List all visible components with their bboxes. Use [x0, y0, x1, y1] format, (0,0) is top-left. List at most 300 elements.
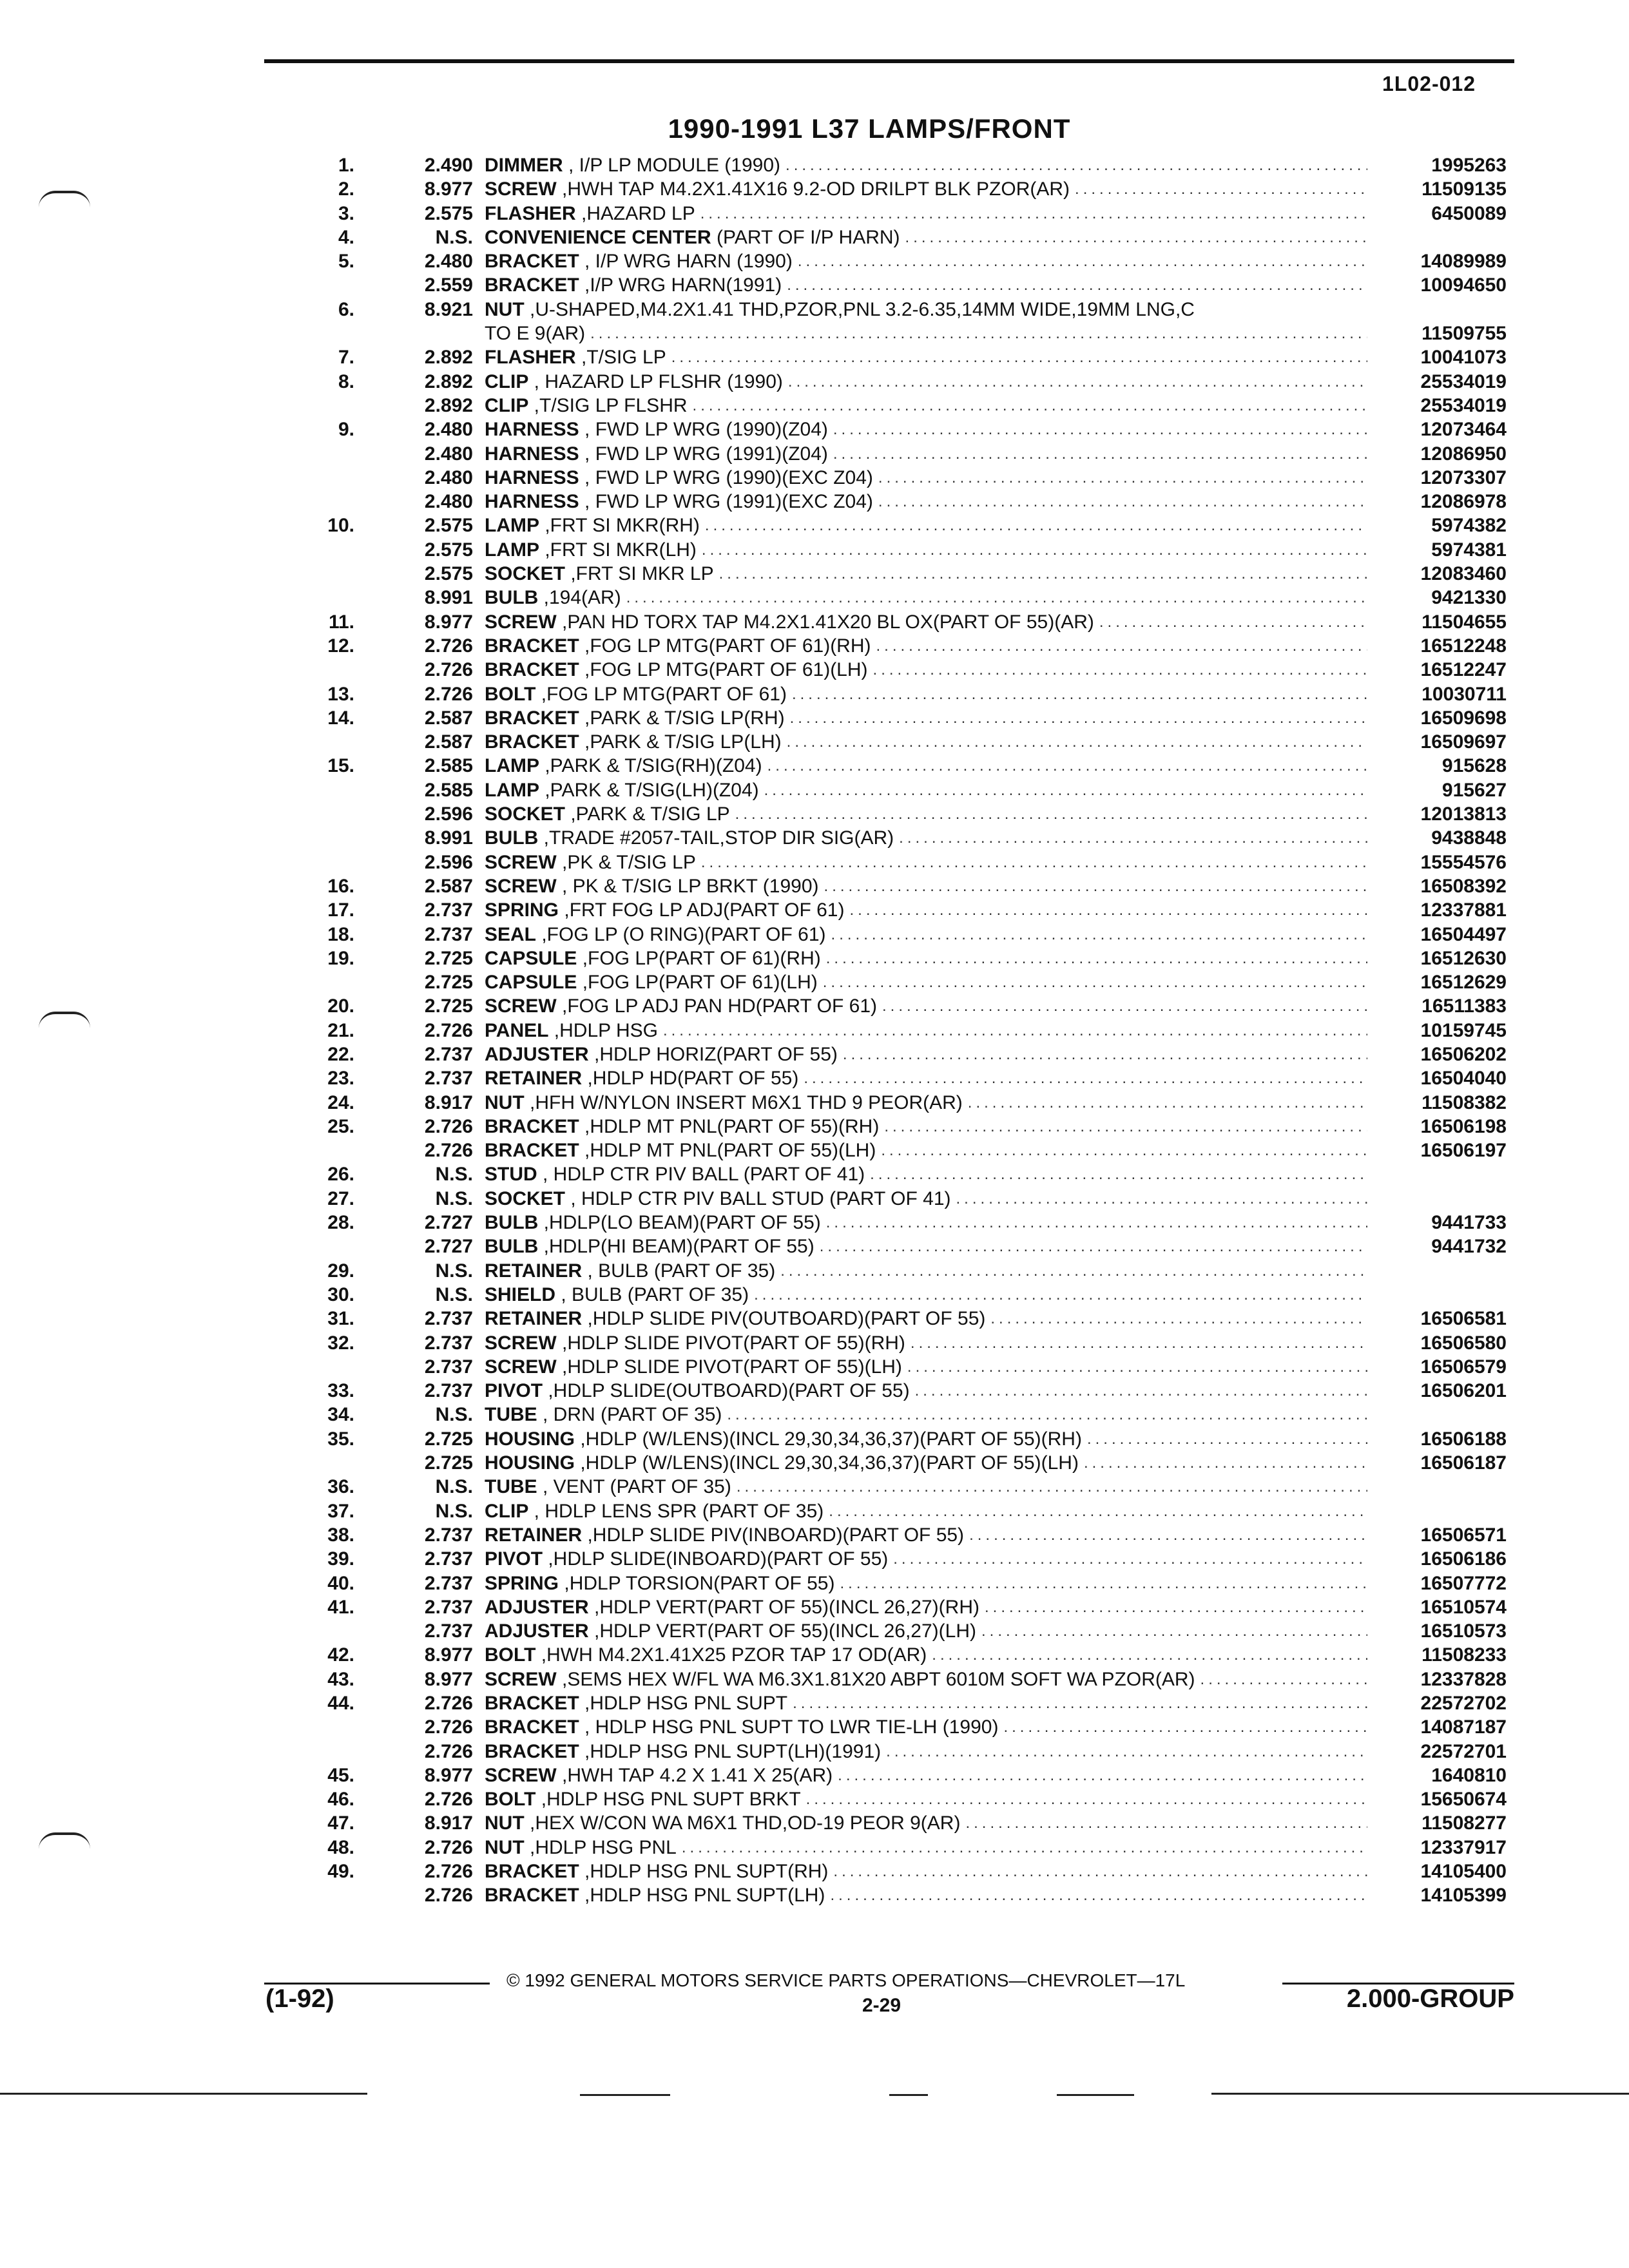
part-name: PIVOT	[485, 1380, 543, 1402]
group-number: N.S.	[435, 1187, 473, 1209]
description-line	[485, 1619, 1367, 1643]
scan-line	[889, 2094, 928, 2096]
parts-row	[0, 249, 1629, 273]
part-number: 1995263	[1431, 155, 1507, 176]
part-description	[485, 1836, 1367, 1860]
part-description	[485, 730, 1367, 754]
part-number: 5974382	[1431, 515, 1507, 537]
part-description	[485, 1019, 1367, 1043]
part-name: BRACKET	[485, 1885, 579, 1907]
group-number: 2.726	[424, 1019, 473, 1041]
parts-row	[0, 1331, 1629, 1355]
parts-row	[0, 442, 1629, 466]
parts-row	[0, 418, 1629, 441]
dot-leader	[700, 514, 1367, 537]
dot-leader	[985, 1307, 1367, 1331]
description-line	[485, 1547, 1367, 1571]
parts-row	[0, 802, 1629, 826]
parts-row	[0, 947, 1629, 970]
parts-row	[0, 466, 1629, 490]
dot-leader	[844, 898, 1367, 922]
item-ref-number: 48.	[327, 1836, 354, 1858]
part-description	[485, 850, 1367, 874]
part-number: 9421330	[1431, 587, 1507, 609]
part-name: BRACKET	[485, 1716, 579, 1738]
group-number: 2.727	[424, 1212, 473, 1234]
dot-leader	[876, 1139, 1367, 1162]
part-detail: ,HDLP SLIDE PIV(OUTBOARD)(PART OF 55)	[582, 1308, 986, 1330]
dot-leader	[621, 586, 1367, 610]
group-number: 2.725	[424, 972, 473, 994]
description-line	[485, 1860, 1367, 1883]
group-number: 2.585	[424, 779, 473, 801]
part-description	[485, 1259, 1367, 1283]
part-number: 12086978	[1420, 491, 1507, 513]
part-number: 16506188	[1420, 1428, 1507, 1450]
part-description	[485, 1643, 1367, 1667]
item-ref-number: 27.	[327, 1187, 354, 1209]
scan-line	[1211, 2093, 1629, 2095]
part-description	[485, 273, 1367, 297]
parts-row	[0, 153, 1629, 177]
part-detail-continued: TO E 9(AR)	[485, 322, 586, 344]
group-number: 2.575	[424, 539, 473, 561]
part-detail: , HDLP HSG PNL SUPT TO LWR TIE-LH (1990)	[579, 1716, 999, 1738]
description-line	[485, 1787, 1367, 1811]
part-description	[485, 466, 1367, 490]
description-line	[485, 418, 1367, 441]
page-code: 1L02-012	[1382, 72, 1476, 95]
item-ref-number: 33.	[327, 1380, 354, 1402]
parts-row	[0, 202, 1629, 226]
description-line	[485, 1283, 1367, 1307]
parts-row	[0, 994, 1629, 1018]
item-ref-number: 6.	[338, 298, 354, 320]
part-detail: , FWD LP WRG (1990)(Z04)	[579, 419, 828, 441]
parts-row	[0, 1740, 1629, 1763]
description-line	[485, 1691, 1367, 1715]
part-number: 10030711	[1422, 683, 1507, 705]
part-number: 25534019	[1420, 370, 1507, 392]
parts-row	[0, 1499, 1629, 1523]
part-detail: ,HDLP TORSION(PART OF 55)	[559, 1572, 835, 1594]
part-name: RETAINER	[485, 1260, 583, 1282]
part-description	[485, 1595, 1367, 1619]
part-number: 16512630	[1420, 947, 1507, 969]
binder-mark	[39, 191, 90, 207]
dot-leader	[749, 1283, 1367, 1307]
parts-row	[0, 1451, 1629, 1475]
dot-leader	[782, 730, 1367, 754]
group-number: 2.480	[424, 466, 473, 488]
dot-leader	[834, 1571, 1367, 1595]
part-description	[485, 1740, 1367, 1763]
part-description	[485, 682, 1367, 706]
parts-row	[0, 1523, 1629, 1547]
dot-leader	[731, 1475, 1367, 1499]
part-detail: ,HWH TAP M4.2X1.41X16 9.2-OD DRILPT BLK PZOR(AR)	[556, 178, 1070, 200]
part-name: HARNESS	[485, 443, 579, 465]
part-description	[485, 1427, 1367, 1451]
part-description	[485, 634, 1367, 658]
parts-row	[0, 682, 1629, 706]
description-line	[485, 1427, 1367, 1451]
group-number: 2.726	[424, 659, 473, 681]
date-code: (1-92)	[265, 1984, 334, 2013]
part-name: LAMP	[485, 539, 539, 561]
item-ref-number: 45.	[327, 1764, 354, 1786]
part-detail: , FWD LP WRG (1991)(Z04)	[579, 443, 828, 465]
part-number: 16506581	[1420, 1308, 1507, 1330]
part-number: 16506201	[1420, 1380, 1507, 1402]
part-name: RETAINER	[485, 1068, 583, 1090]
part-name: BULB	[485, 827, 539, 849]
part-detail: ,HDLP HD(PART OF 55)	[582, 1068, 799, 1090]
description-line	[485, 370, 1367, 394]
part-detail: ,HWH TAP 4.2 X 1.41 X 25(AR)	[556, 1764, 833, 1786]
group-number: 8.917	[424, 1812, 473, 1834]
dot-leader	[782, 273, 1367, 297]
part-detail: ,FRT SI MKR LP	[565, 563, 714, 585]
dot-leader	[1082, 1427, 1367, 1451]
description-line	[485, 466, 1367, 490]
part-detail: , BULB (PART OF 35)	[555, 1283, 749, 1305]
part-description	[485, 1451, 1367, 1475]
part-name: BRACKET	[485, 1740, 579, 1762]
part-description	[485, 1523, 1367, 1547]
part-detail: ,HAZARD LP	[575, 202, 695, 224]
dot-leader	[963, 1091, 1367, 1115]
parts-row	[0, 1763, 1629, 1787]
parts-row	[0, 754, 1629, 778]
parts-row	[0, 1475, 1629, 1499]
item-ref-number: 26.	[327, 1164, 354, 1186]
description-line	[485, 802, 1367, 826]
parts-row	[0, 1187, 1629, 1211]
part-description	[485, 1571, 1367, 1595]
item-ref-number: 13.	[327, 683, 354, 705]
dot-leader	[1195, 1667, 1367, 1691]
part-detail: ,FRT SI MKR(RH)	[539, 515, 700, 537]
description-line	[485, 898, 1367, 922]
parts-row	[0, 874, 1629, 898]
dot-leader	[722, 1403, 1367, 1427]
page-number: 2-29	[862, 1995, 901, 2016]
group-number: 2.725	[424, 1428, 473, 1450]
item-ref-number: 43.	[327, 1668, 354, 1690]
dot-leader	[783, 370, 1367, 394]
item-ref-number: 12.	[327, 635, 354, 657]
parts-row	[0, 1139, 1629, 1162]
group-number: 2.892	[424, 347, 473, 369]
part-description	[485, 345, 1367, 369]
group-number: 2.480	[424, 443, 473, 465]
description-line	[485, 1763, 1367, 1787]
description-line-continued	[485, 322, 1367, 345]
part-description	[485, 802, 1367, 826]
part-number: 16512629	[1420, 972, 1507, 994]
part-number: 22572701	[1420, 1740, 1507, 1762]
part-detail: , VENT (PART OF 35)	[537, 1476, 731, 1498]
description-line	[485, 1187, 1367, 1211]
part-detail: ,PARK & T/SIG(RH)(Z04)	[539, 755, 762, 777]
part-detail: ,HDLP HSG PNL SUPT BRKT	[535, 1789, 801, 1811]
dot-leader	[927, 1643, 1367, 1667]
dot-leader	[881, 1740, 1367, 1763]
item-ref-number: 28.	[327, 1212, 354, 1234]
part-name: TUBE	[485, 1404, 537, 1426]
item-ref-number: 4.	[338, 226, 354, 248]
dot-leader	[780, 153, 1367, 177]
part-detail: ,HEX W/CON WA M6X1 THD,OD-19 PEOR 9(AR)	[524, 1812, 961, 1834]
dot-leader	[873, 490, 1367, 514]
group-number: 2.737	[424, 1068, 473, 1090]
group-number: N.S.	[435, 1476, 473, 1498]
item-ref-number: 32.	[327, 1332, 354, 1354]
part-number: 16507772	[1420, 1572, 1507, 1594]
part-name: SCREW	[485, 1332, 557, 1354]
description-line	[485, 610, 1367, 634]
part-detail: ,FRT SI MKR(LH)	[539, 539, 697, 561]
dot-leader	[865, 1162, 1367, 1186]
item-ref-number: 31.	[327, 1308, 354, 1330]
part-description	[485, 1691, 1367, 1715]
description-line	[485, 153, 1367, 177]
part-name: DIMMER	[485, 155, 563, 176]
dot-leader	[873, 466, 1367, 490]
part-detail: ,HDLP HSG	[548, 1019, 658, 1041]
part-number: 9441732	[1431, 1236, 1507, 1258]
description-line	[485, 658, 1367, 682]
parts-row	[0, 1691, 1629, 1715]
part-description	[485, 970, 1367, 994]
part-name: LAMP	[485, 755, 539, 777]
description-line	[485, 1643, 1367, 1667]
description-line	[485, 394, 1367, 418]
description-line	[485, 1740, 1367, 1763]
part-name: SOCKET	[485, 803, 566, 825]
part-description	[485, 1619, 1367, 1643]
part-name: SHIELD	[485, 1283, 556, 1305]
description-line	[485, 538, 1367, 562]
description-line	[485, 1139, 1367, 1162]
description-line	[485, 345, 1367, 369]
description-line	[485, 1019, 1367, 1043]
description-line	[485, 994, 1367, 1018]
dot-leader	[730, 802, 1367, 826]
dot-leader	[819, 874, 1367, 898]
part-number: 16512247	[1420, 659, 1507, 681]
group-number: 8.977	[424, 611, 473, 633]
parts-row	[0, 826, 1629, 850]
description-line	[485, 1211, 1367, 1235]
item-ref-number: 41.	[327, 1596, 354, 1618]
part-description	[485, 586, 1367, 610]
part-detail: ,FOG LP (O RING)(PART OF 61)	[536, 923, 826, 945]
description-line	[485, 249, 1367, 273]
scan-line	[0, 2093, 367, 2095]
part-name: ADJUSTER	[485, 1043, 589, 1065]
group-number: 2.480	[424, 491, 473, 513]
description-line	[485, 1307, 1367, 1331]
description-line	[485, 1715, 1367, 1739]
part-number: 16509697	[1420, 731, 1507, 753]
part-description	[485, 1331, 1367, 1355]
dot-leader	[677, 1836, 1367, 1860]
part-name: SEAL	[485, 923, 537, 945]
parts-row	[0, 1211, 1629, 1235]
description-line	[485, 682, 1367, 706]
dot-leader	[828, 442, 1367, 466]
dot-leader	[833, 1763, 1367, 1787]
part-name: BOLT	[485, 1789, 536, 1811]
parts-list	[0, 153, 1629, 1908]
group-number: 2.726	[424, 1789, 473, 1811]
description-line	[485, 1451, 1367, 1475]
part-description	[485, 1667, 1367, 1691]
part-detail: ,FOG LP MTG(PART OF 61)(RH)	[579, 635, 871, 657]
part-name: SCREW	[485, 1764, 557, 1786]
part-description	[485, 1066, 1367, 1090]
part-detail: ,PARK & T/SIG LP(LH)	[579, 731, 782, 753]
part-name: BRACKET	[485, 1693, 579, 1714]
part-name: SPRING	[485, 1572, 559, 1594]
part-detail: ,T/SIG LP	[575, 347, 666, 369]
group-number: 2.737	[424, 1308, 473, 1330]
description-line	[485, 730, 1367, 754]
part-detail: ,HDLP HSG PNL SUPT	[579, 1693, 788, 1714]
item-ref-number: 2.	[338, 178, 354, 200]
group-number: 8.977	[424, 178, 473, 200]
dot-leader	[821, 1211, 1367, 1235]
dot-leader	[697, 538, 1367, 562]
part-number: 15554576	[1420, 851, 1507, 873]
description-line	[485, 1836, 1367, 1860]
dot-leader	[828, 1860, 1367, 1883]
parts-row	[0, 1619, 1629, 1643]
item-ref-number: 44.	[327, 1693, 354, 1714]
part-detail: , HDLP LENS SPR (PART OF 35)	[528, 1500, 824, 1522]
part-number: 16504040	[1420, 1068, 1507, 1090]
part-description	[485, 778, 1367, 802]
group-number: 2.596	[424, 803, 473, 825]
description-line	[485, 826, 1367, 850]
item-ref-number: 3.	[338, 202, 354, 224]
description-line	[485, 202, 1367, 226]
description-line	[485, 1091, 1367, 1115]
part-number: 6450089	[1431, 202, 1507, 224]
part-detail: ,PAN HD TORX TAP M4.2X1.41X20 BL OX(PART OF 55)(AR)	[556, 611, 1094, 633]
part-number: 1640810	[1431, 1764, 1507, 1786]
group-number: 2.575	[424, 515, 473, 537]
part-name: BRACKET	[485, 659, 579, 681]
group-number: 2.726	[424, 1885, 473, 1907]
part-name: LAMP	[485, 779, 539, 801]
description-line	[485, 1331, 1367, 1355]
part-description	[485, 1162, 1367, 1186]
parts-row	[0, 1355, 1629, 1379]
dot-leader	[825, 1883, 1367, 1907]
item-ref-number: 1.	[338, 155, 354, 176]
part-name: LAMP	[485, 515, 539, 537]
part-number: 12337881	[1420, 899, 1507, 921]
part-detail: ,U-SHAPED,M4.2X1.41 THD,PZOR,PNL 3.2-6.35,14MM WIDE,19MM LNG,C	[524, 298, 1195, 320]
parts-row	[0, 226, 1629, 249]
part-name: HARNESS	[485, 419, 579, 441]
part-name: NUT	[485, 1836, 525, 1858]
parts-row	[0, 706, 1629, 730]
group-number: 2.585	[424, 755, 473, 777]
item-ref-number: 23.	[327, 1068, 354, 1090]
part-number: 10159745	[1420, 1019, 1507, 1041]
group-number: 2.726	[424, 1115, 473, 1137]
part-description	[485, 1355, 1367, 1379]
header-rule	[264, 59, 1514, 63]
part-detail: ,PK & T/SIG LP	[556, 851, 696, 873]
dot-leader	[688, 394, 1367, 418]
group-number: 2.559	[424, 274, 473, 296]
page-title: 1990-1991 L37 LAMPS/FRONT	[668, 113, 1071, 144]
group-number: N.S.	[435, 226, 473, 248]
parts-row	[0, 658, 1629, 682]
part-description	[485, 1475, 1367, 1499]
part-number: 16504497	[1420, 923, 1507, 945]
parts-row	[0, 1427, 1629, 1451]
part-detail: ,TRADE #2057-TAIL,STOP DIR SIG(AR)	[538, 827, 894, 849]
parts-row	[0, 850, 1629, 874]
page-title-wrapper	[0, 113, 1629, 144]
dot-leader	[815, 1235, 1367, 1258]
part-number: 16510573	[1420, 1620, 1507, 1642]
part-description	[485, 1763, 1367, 1787]
description-line	[485, 1259, 1367, 1283]
part-description	[485, 754, 1367, 778]
part-name: ADJUSTER	[485, 1596, 589, 1618]
part-detail: ,HDLP HORIZ(PART OF 55)	[588, 1043, 838, 1065]
dot-leader	[828, 418, 1367, 441]
part-number: 14087187	[1420, 1716, 1507, 1738]
dot-leader	[1094, 610, 1367, 634]
dot-leader	[894, 826, 1367, 850]
parts-row	[0, 1595, 1629, 1619]
part-description	[485, 1139, 1367, 1162]
parts-row	[0, 1883, 1629, 1907]
part-number: 11509135	[1422, 178, 1507, 200]
description-line	[485, 442, 1367, 466]
part-name: PANEL	[485, 1019, 549, 1041]
group-number: 2.726	[424, 1693, 473, 1714]
item-ref-number: 16.	[327, 875, 354, 897]
description-line	[485, 1475, 1367, 1499]
dot-leader	[793, 249, 1367, 273]
part-detail: ,FOG LP(PART OF 61)(LH)	[577, 972, 818, 994]
part-name: NUT	[485, 298, 525, 320]
part-name: FLASHER	[485, 347, 576, 369]
group-number: 2.596	[424, 851, 473, 873]
part-detail: ,HDLP HSG PNL SUPT(RH)	[579, 1861, 829, 1883]
group-number: 2.575	[424, 563, 473, 585]
part-number: 10094650	[1420, 274, 1507, 296]
part-description	[485, 898, 1367, 922]
part-name: HOUSING	[485, 1428, 575, 1450]
group-number: 2.892	[424, 370, 473, 392]
parts-row	[0, 1091, 1629, 1115]
description-line	[485, 177, 1367, 201]
group-number: 2.490	[424, 155, 473, 176]
description-line	[485, 562, 1367, 586]
part-number: 12337917	[1420, 1836, 1507, 1858]
parts-row	[0, 345, 1629, 369]
